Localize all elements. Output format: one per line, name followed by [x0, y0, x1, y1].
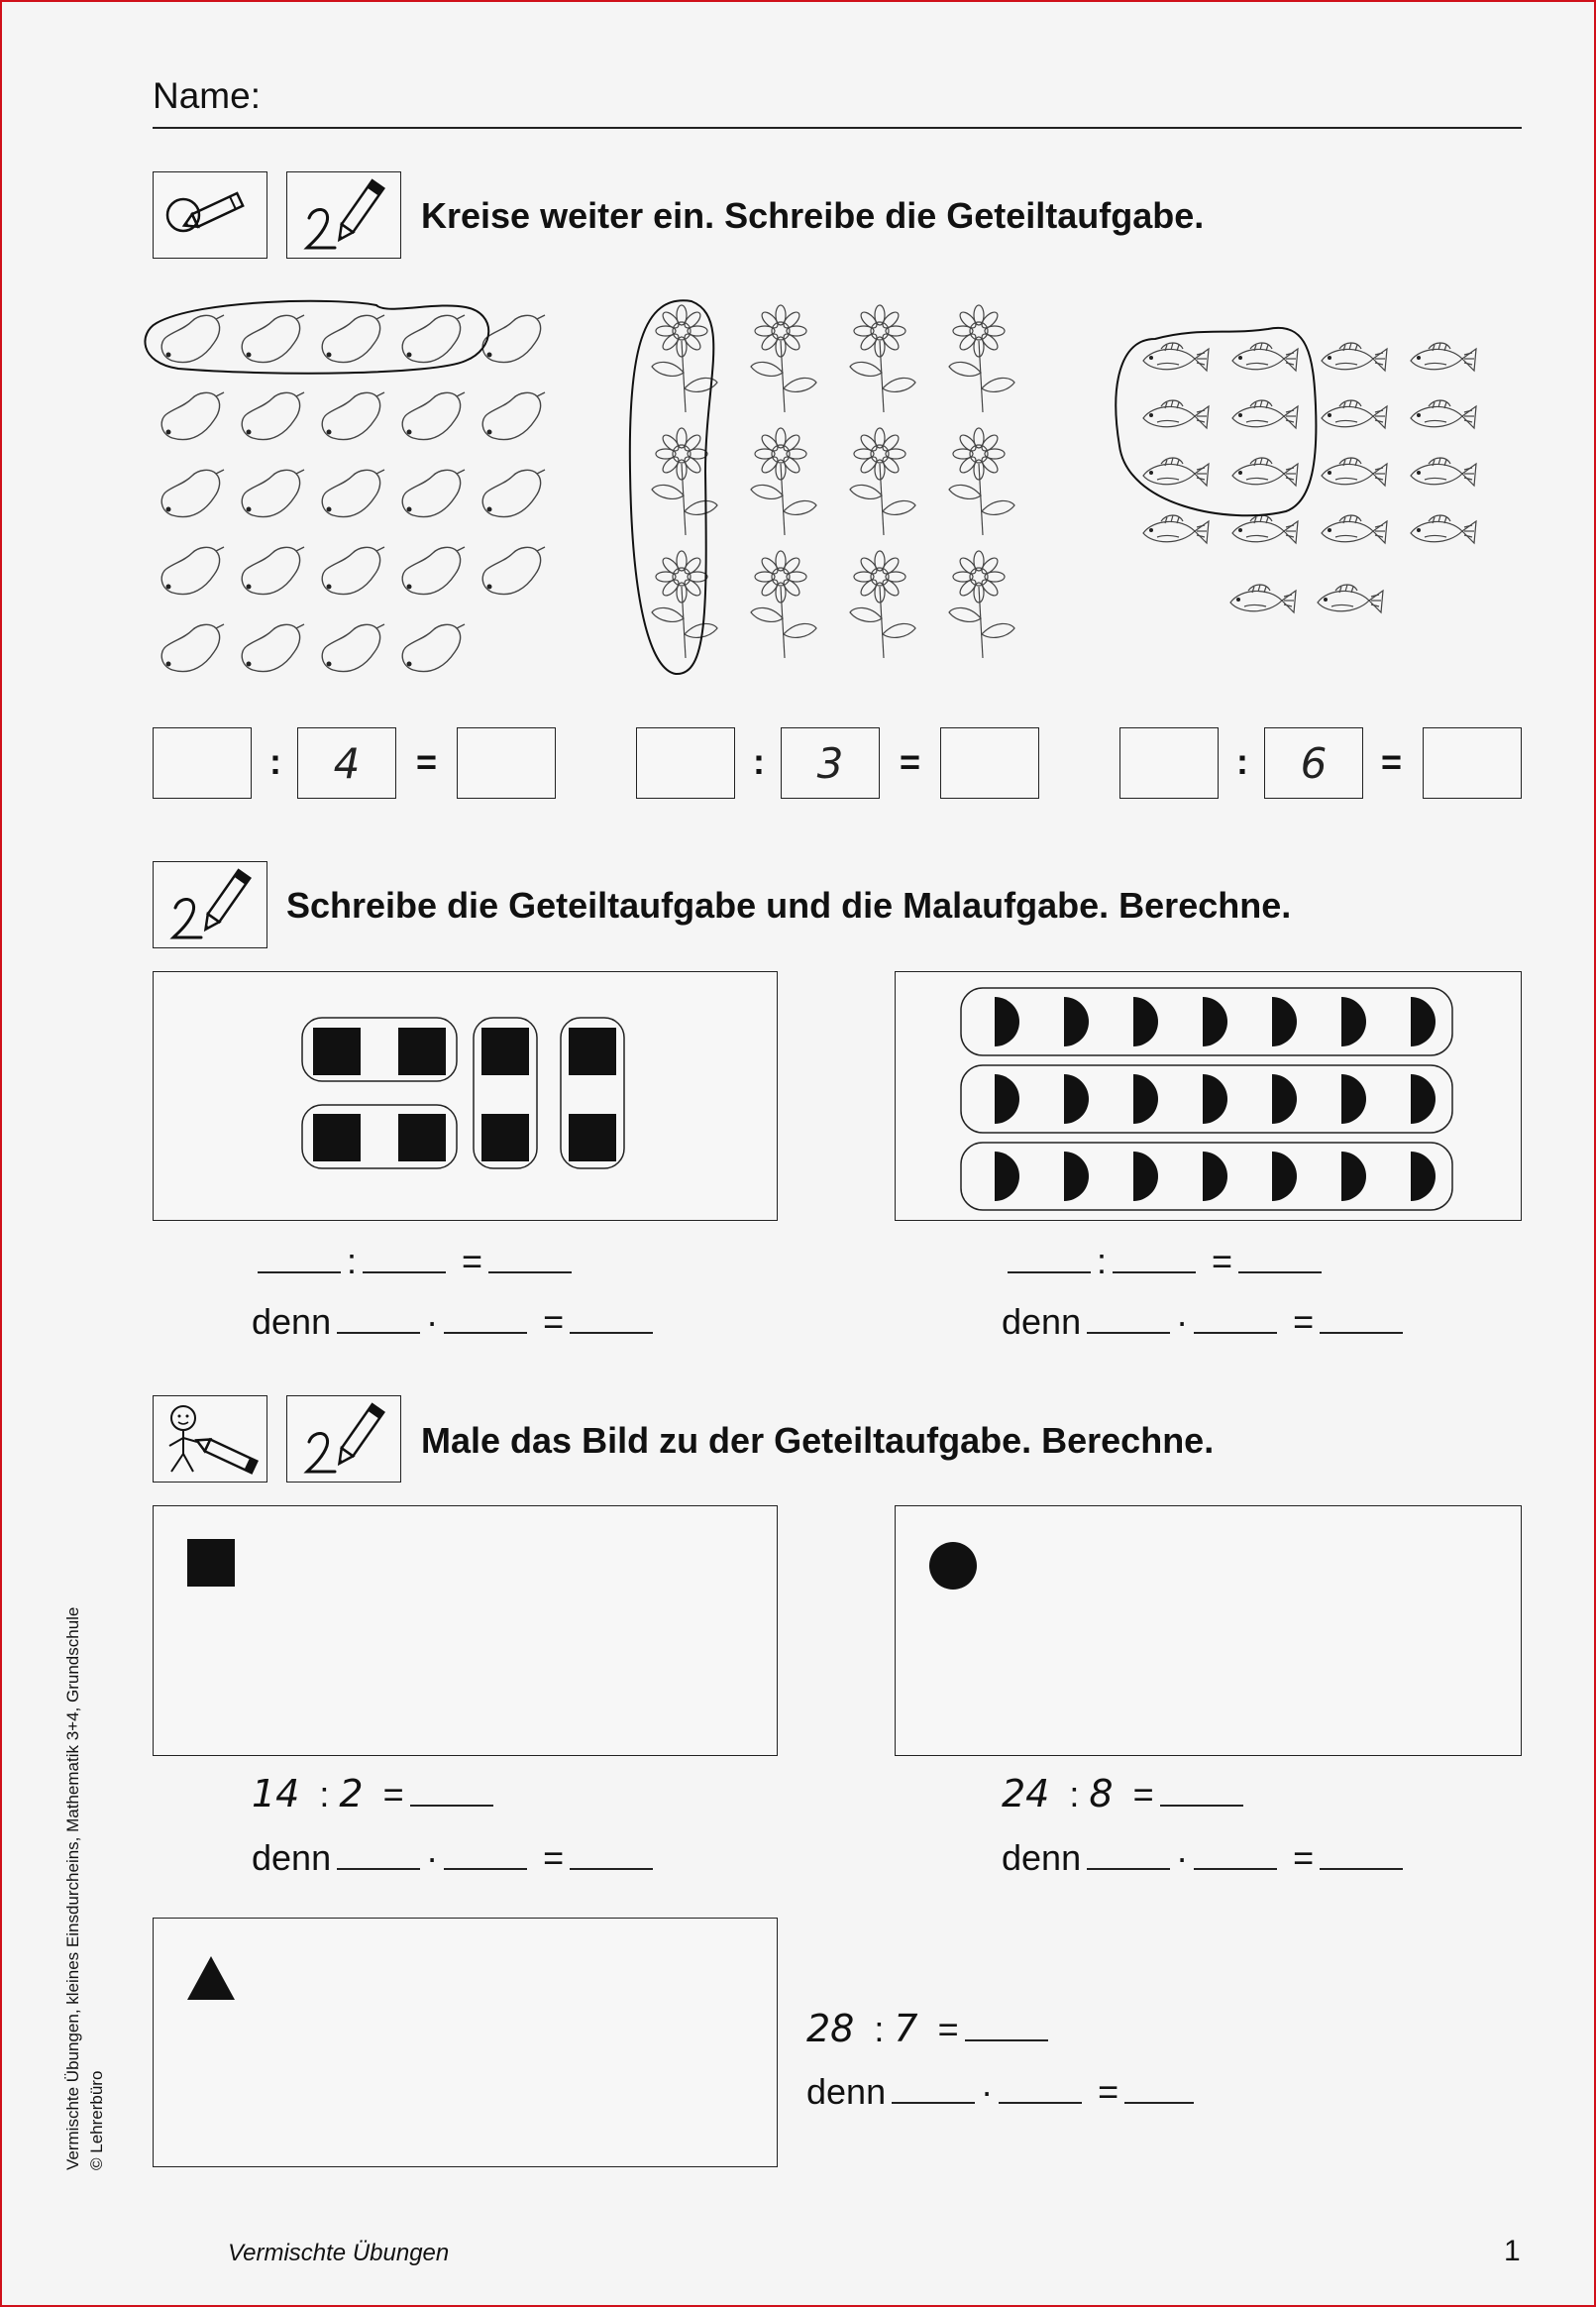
equals-sign: = — [1098, 2071, 1119, 2112]
pencil-writing-icon — [153, 861, 267, 948]
answer-blank[interactable] — [1087, 1867, 1170, 1870]
equals-sign: = — [382, 1774, 404, 1814]
answer-blank[interactable] — [337, 1331, 420, 1334]
pear-item — [322, 624, 384, 672]
pear-item — [161, 392, 224, 440]
division-sign: : — [1097, 1241, 1108, 1281]
drawing-area-circle[interactable] — [895, 1505, 1522, 1756]
division-equation-blank — [252, 1241, 578, 1282]
times-sign: · — [426, 1301, 439, 1342]
pencil-writing-icon — [286, 1395, 401, 1483]
pear-item — [242, 470, 304, 517]
multiplication-equation-blank — [806, 2071, 1200, 2113]
dividend: 14 — [252, 1772, 300, 1815]
equals-sign: = — [900, 741, 921, 782]
flower-item — [652, 551, 717, 658]
half-circle-mark — [1064, 1074, 1089, 1124]
answer-blank[interactable] — [1320, 1331, 1403, 1334]
result-answer-box[interactable] — [1423, 727, 1522, 799]
answer-blank[interactable] — [1113, 1270, 1196, 1273]
pear-item — [242, 624, 304, 672]
flower-item — [949, 551, 1014, 658]
half-circle-mark — [1133, 1152, 1158, 1201]
half-circle-mark — [1341, 1074, 1366, 1124]
name-field[interactable] — [153, 71, 1522, 129]
fish-item — [1232, 458, 1298, 486]
answer-blank[interactable] — [965, 2038, 1048, 2041]
answer-blank[interactable] — [1320, 1867, 1403, 1870]
answer-blank[interactable] — [363, 1270, 446, 1273]
fish-illustration — [1110, 317, 1506, 654]
equals-sign: = — [543, 1301, 565, 1342]
half-circle-mark — [1133, 997, 1158, 1046]
division-sign: : — [269, 741, 281, 782]
result-answer-box[interactable] — [940, 727, 1039, 799]
half-circle-mark — [995, 1152, 1019, 1201]
half-circle-mark — [1133, 1074, 1158, 1124]
equals-sign: = — [1293, 1837, 1315, 1878]
pears-illustration — [139, 293, 575, 680]
fish-item — [1411, 458, 1476, 486]
divisor-value: 4 — [333, 738, 361, 788]
multiplication-equation-blank — [252, 1837, 659, 1879]
pear-item — [402, 470, 465, 517]
equals-sign: = — [1212, 1241, 1233, 1281]
fish-item — [1322, 343, 1387, 371]
square-shape — [187, 1539, 235, 1587]
flower-item — [751, 428, 816, 535]
sidenote-line-1: Vermischte Übungen, kleines Einsdurcheins, Mathematik 3+4, Grundschule — [63, 1606, 82, 2170]
footer-title: Vermischte Übungen — [228, 2240, 450, 2266]
half-circles-picture — [895, 971, 1522, 1221]
flower-item — [850, 428, 915, 535]
division-equation — [252, 1772, 499, 1815]
copyright-sidenote — [61, 1607, 109, 2170]
page-number: 1 — [1504, 2235, 1521, 2267]
pear-item — [482, 470, 545, 517]
dividend: 24 — [1002, 1772, 1050, 1815]
fish-item — [1322, 400, 1387, 428]
fish-item — [1143, 515, 1209, 543]
sidenote-line-2: © Lehrerbüro — [87, 2070, 106, 2170]
fish-item — [1322, 515, 1387, 543]
fish-item — [1411, 343, 1476, 371]
denn-label: denn — [806, 2071, 887, 2112]
answer-blank[interactable] — [1194, 1331, 1277, 1334]
fish-item — [1143, 458, 1209, 486]
divisor-box — [781, 727, 880, 799]
half-circle-mark — [1272, 1074, 1297, 1124]
fish-item — [1232, 343, 1298, 371]
denn-label: denn — [252, 1301, 332, 1342]
task1-heading: Kreise weiter ein. Schreibe die Geteiltaufgabe. — [421, 195, 1205, 236]
fish-item — [1318, 585, 1383, 612]
fish-item — [1232, 400, 1298, 428]
result-answer-box[interactable] — [457, 727, 556, 799]
pear-item — [482, 547, 545, 595]
circle-shape — [929, 1542, 977, 1590]
half-circle-mark — [1411, 1152, 1436, 1201]
answer-blank[interactable] — [258, 1270, 341, 1273]
division-equation — [1002, 1772, 1249, 1815]
pear-item — [482, 315, 545, 363]
flowers-illustration — [622, 293, 1058, 680]
task2-heading: Schreibe die Geteiltaufgabe und die Malaufgabe. Berechne. — [286, 885, 1292, 926]
fish-item — [1232, 515, 1298, 543]
half-circle-mark — [1203, 1152, 1227, 1201]
pear-item — [242, 547, 304, 595]
divisor: 2 — [339, 1772, 364, 1815]
pencil-writing-icon — [286, 171, 401, 259]
denn-label: denn — [1002, 1301, 1082, 1342]
fish-item — [1143, 400, 1209, 428]
pear-item — [322, 392, 384, 440]
triangle-shape — [187, 1956, 235, 2000]
pear-item — [161, 547, 224, 595]
drawing-area-triangle[interactable] — [153, 1918, 778, 2167]
multiplication-equation-blank — [1002, 1301, 1409, 1343]
dividend-answer-box[interactable] — [636, 727, 735, 799]
denn-label: denn — [252, 1837, 332, 1878]
divisor-box — [297, 727, 396, 799]
equals-sign: = — [937, 2009, 959, 2049]
times-sign: · — [1176, 1301, 1189, 1342]
pear-item — [402, 547, 465, 595]
answer-blank[interactable] — [570, 1867, 653, 1870]
half-circle-mark — [1341, 1152, 1366, 1201]
half-circle-mark — [1272, 1152, 1297, 1201]
half-circle-mark — [1411, 997, 1436, 1046]
answer-blank[interactable] — [999, 2101, 1082, 2104]
division-sign: : — [874, 2009, 885, 2049]
pear-item — [161, 624, 224, 672]
pear-item — [402, 392, 465, 440]
times-sign: · — [981, 2071, 994, 2112]
dividend: 28 — [806, 2007, 855, 2050]
equals-sign: = — [1381, 741, 1403, 782]
division-equation-blank — [1002, 1241, 1328, 1282]
pear-item — [322, 315, 384, 363]
division-sign: : — [347, 1241, 358, 1281]
answer-blank[interactable] — [1124, 2101, 1194, 2104]
multiplication-equation-blank — [1002, 1837, 1409, 1879]
answer-blank[interactable] — [1160, 1804, 1243, 1807]
times-sign: · — [426, 1837, 439, 1878]
division-sign: : — [1236, 741, 1248, 782]
divisor-box — [1264, 727, 1363, 799]
divisor: 8 — [1089, 1772, 1114, 1815]
circle-pencil-icon — [153, 171, 267, 259]
answer-blank[interactable] — [488, 1270, 572, 1273]
half-circle-mark — [995, 1074, 1019, 1124]
answer-blank[interactable] — [337, 1867, 420, 1870]
division-equation — [806, 2007, 1054, 2050]
division-sign: : — [1069, 1774, 1080, 1814]
pear-item — [402, 624, 465, 672]
divisor: 7 — [894, 2007, 918, 2050]
pear-item — [242, 315, 304, 363]
dividend-answer-box[interactable] — [153, 727, 252, 799]
equals-sign: = — [1132, 1774, 1154, 1814]
half-circle-mark — [1203, 1074, 1227, 1124]
answer-blank[interactable] — [444, 1331, 527, 1334]
division-sign: : — [753, 741, 765, 782]
drawing-area-square[interactable] — [153, 1505, 778, 1756]
flower-item — [652, 305, 717, 412]
answer-blank[interactable] — [1087, 1331, 1170, 1334]
flower-item — [751, 551, 816, 658]
pear-item — [402, 315, 465, 363]
fish-item — [1411, 400, 1476, 428]
fish-item — [1230, 585, 1296, 612]
flower-item — [949, 428, 1014, 535]
denn-label: denn — [1002, 1837, 1082, 1878]
half-circle-mark — [995, 997, 1019, 1046]
flower-item — [850, 551, 915, 658]
equals-sign: = — [1293, 1301, 1315, 1342]
half-circle-mark — [1411, 1074, 1436, 1124]
half-circle-mark — [1203, 997, 1227, 1046]
half-circle-mark — [1064, 1152, 1089, 1201]
half-circle-mark — [1064, 997, 1089, 1046]
pear-item — [242, 392, 304, 440]
squares-picture — [153, 971, 778, 1221]
pear-item — [322, 470, 384, 517]
equals-sign: = — [462, 1241, 483, 1281]
flower-item — [949, 305, 1014, 412]
fish-item — [1411, 515, 1476, 543]
flower-item — [751, 305, 816, 412]
dividend-answer-box[interactable] — [1119, 727, 1219, 799]
pear-item — [482, 392, 545, 440]
name-label: Name: — [153, 75, 261, 116]
fish-item — [1322, 458, 1387, 486]
flower-item — [850, 305, 915, 412]
pear-item — [322, 547, 384, 595]
flower-item — [652, 428, 717, 535]
answer-blank[interactable] — [570, 1331, 653, 1334]
answer-blank[interactable] — [1238, 1270, 1322, 1273]
drawing-figure-icon — [153, 1395, 267, 1483]
equals-sign: = — [416, 741, 438, 782]
answer-blank[interactable] — [892, 2101, 975, 2104]
division-sign: : — [319, 1774, 330, 1814]
pear-item — [161, 470, 224, 517]
answer-blank[interactable] — [444, 1867, 527, 1870]
answer-blank[interactable] — [410, 1804, 493, 1807]
divisor-value: 6 — [1300, 738, 1328, 788]
equals-sign: = — [543, 1837, 565, 1878]
answer-blank[interactable] — [1194, 1867, 1277, 1870]
times-sign: · — [1176, 1837, 1189, 1878]
multiplication-equation-blank — [252, 1301, 659, 1343]
pear-item — [161, 315, 224, 363]
half-circle-mark — [1341, 997, 1366, 1046]
half-circle-mark — [1272, 997, 1297, 1046]
fish-item — [1143, 343, 1209, 371]
task3-heading: Male das Bild zu der Geteiltaufgabe. Berechne. — [421, 1420, 1215, 1461]
answer-blank[interactable] — [1008, 1270, 1091, 1273]
divisor-value: 3 — [816, 738, 844, 788]
